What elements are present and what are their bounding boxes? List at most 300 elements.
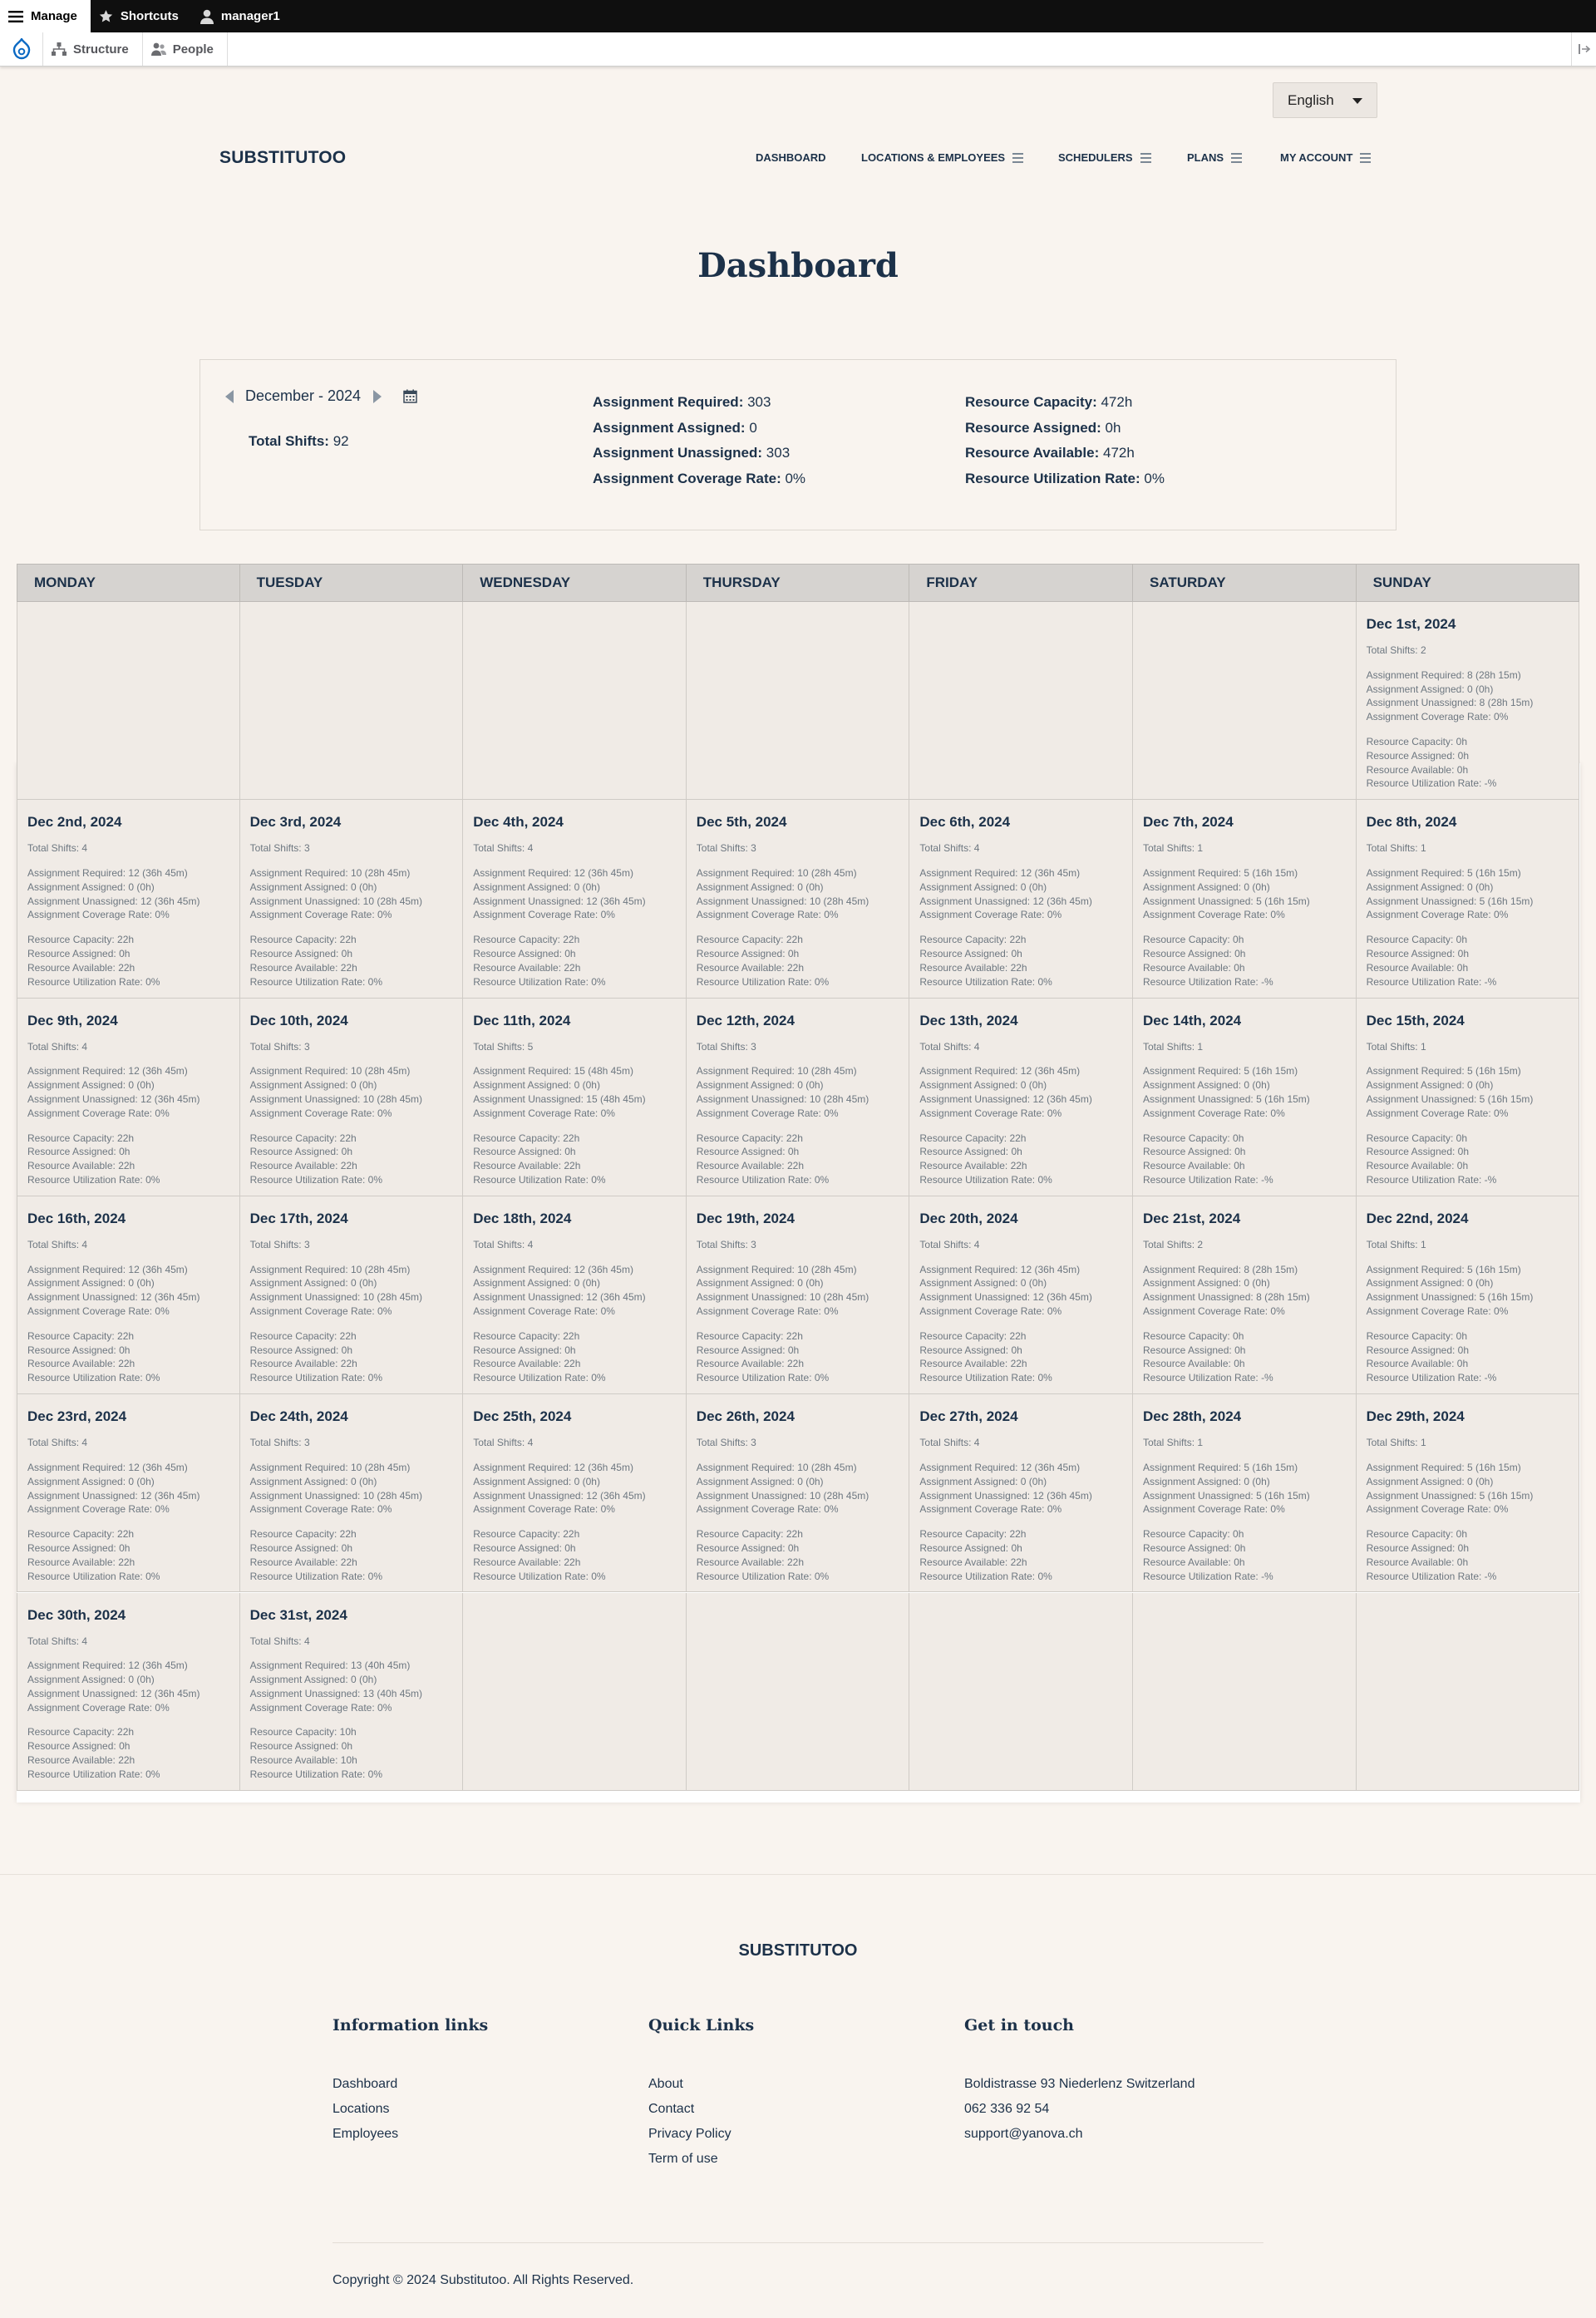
calendar-day-cell[interactable] — [909, 1196, 1133, 1394]
spacer — [27, 1121, 239, 1132]
people-label: People — [172, 42, 214, 57]
stat-value: 0 (0h) — [128, 1277, 155, 1290]
drupal-home-button[interactable] — [0, 32, 43, 66]
people-link[interactable] — [143, 32, 228, 66]
resource-capacity-line — [919, 933, 1132, 947]
total-shifts-line — [1143, 841, 1356, 856]
footer-address: Boldistrasse 93 Niederlenz Switzerland — [964, 2077, 1195, 2091]
stat-label: Resource Assigned: — [696, 1146, 788, 1158]
assignment-unassigned-line — [27, 895, 239, 909]
assignment-required-line — [1143, 1461, 1356, 1475]
stat-value: 10 (28h 45m) — [797, 1065, 857, 1078]
assignment-unassigned-line — [1367, 696, 1579, 710]
stat-value: 12 (36h 45m) — [140, 1687, 200, 1699]
calendar-day-cell[interactable] — [17, 1394, 240, 1592]
stat-label: Resource Available: — [696, 961, 787, 974]
calendar-day-cell[interactable] — [909, 999, 1133, 1196]
resource-available-line — [27, 1357, 239, 1371]
day-date: Dec 2nd, 2024 — [27, 814, 122, 831]
stat-label: Total Shifts: — [249, 1437, 304, 1449]
assignment-assigned-line — [1367, 1276, 1579, 1290]
assignment-unassigned-line — [1143, 1489, 1356, 1503]
calendar-day-cell[interactable] — [687, 999, 910, 1196]
stat-value: 0h — [341, 1344, 353, 1356]
stat-value: 5 (16h 15m) — [1244, 1461, 1298, 1473]
stat-value: 0h — [1456, 1329, 1467, 1342]
stat-value: 22h — [786, 1528, 803, 1541]
assignment-unassigned-line — [1367, 1489, 1579, 1503]
calendar-day-cell[interactable] — [240, 1394, 464, 1592]
stat-label: Assignment Unassigned: — [696, 1092, 810, 1105]
stat-label: Assignment Assigned: — [27, 880, 129, 893]
day-date: Dec 28th, 2024 — [1143, 1408, 1242, 1425]
total-shifts-line — [473, 1040, 686, 1054]
nav-locations-employees[interactable] — [861, 151, 1023, 164]
resource-assigned-line — [250, 1739, 463, 1753]
stat-label: Resource Utilization Rate: — [249, 1173, 368, 1186]
stat-label: Total Shifts: — [696, 1437, 751, 1449]
stat-label: Assignment Required: — [249, 1263, 351, 1275]
calendar-day-cell[interactable] — [17, 800, 240, 998]
calendar-day-cell[interactable] — [1357, 999, 1580, 1196]
stat-label: Resource Utilization Rate: — [1143, 1570, 1262, 1582]
assignment-unassigned-line — [1367, 895, 1579, 909]
assignment-unassigned-line — [697, 1092, 909, 1107]
structure-link[interactable] — [43, 32, 143, 66]
calendar-empty-cell — [240, 602, 464, 800]
resource-assigned-line — [27, 1739, 239, 1753]
assignment-required-line — [473, 866, 686, 880]
calendar-day-cell[interactable] — [463, 800, 687, 998]
assignment-required-line — [1143, 1263, 1356, 1277]
resource-assigned-line — [27, 1344, 239, 1358]
calendar-day-cell[interactable] — [240, 800, 464, 998]
stat-value: 10 (28h 45m) — [362, 1291, 423, 1304]
stat-label: Resource Utilization Rate: — [473, 975, 592, 988]
assignment-assigned-line — [1143, 1475, 1356, 1489]
stat-label: Assignment Assigned: — [1143, 1475, 1244, 1487]
stat-value: 0% — [155, 1305, 170, 1318]
next-month-icon[interactable] — [373, 390, 382, 403]
resource-utilization-line — [27, 1768, 239, 1782]
calendar-day-cell[interactable] — [17, 999, 240, 1196]
menu-icon — [1140, 153, 1151, 163]
stat-label: Resource Capacity: — [27, 934, 118, 946]
calendar-day-cell[interactable] — [1357, 800, 1580, 998]
calendar-day-cell[interactable] — [687, 800, 910, 998]
stat-line — [593, 441, 805, 466]
spacer — [250, 1319, 463, 1329]
stat-label: Assignment Unassigned: — [1143, 895, 1257, 907]
stat-label: Assignment Coverage Rate: — [1366, 1107, 1495, 1119]
calendar-day-cell[interactable] — [1133, 1394, 1357, 1592]
total-shifts-label: Total Shifts: — [249, 433, 329, 449]
assignment-required-line — [919, 866, 1132, 880]
calendar-day-cell[interactable] — [17, 1593, 240, 1791]
current-month: December - 2024 — [245, 387, 362, 404]
stat-label: Assignment Assigned: — [1366, 1277, 1467, 1290]
stat-label: Resource Available: — [27, 1358, 119, 1370]
assignment-assigned-line — [697, 880, 909, 895]
page-title: Dashboard — [697, 246, 899, 285]
stat-value: 22h — [786, 1329, 803, 1342]
spacer — [1367, 1319, 1579, 1329]
resource-utilization-line — [697, 1371, 909, 1385]
stat-label: Resource Available: — [1366, 763, 1457, 776]
stat-value: 5 (16h 15m) — [1479, 1092, 1534, 1105]
resource-utilization-line — [250, 1371, 463, 1385]
day-date: Dec 13th, 2024 — [919, 1012, 1018, 1028]
stat-label: Resource Available: — [27, 1754, 119, 1767]
calendar-day-cell[interactable] — [463, 999, 687, 1196]
stat-value: 0h — [1233, 934, 1244, 946]
calendar-day-cell[interactable] — [463, 1394, 687, 1592]
assignment-assigned-line — [1367, 683, 1579, 697]
calendar-icon[interactable] — [403, 389, 417, 403]
stat-label: Resource Utilization Rate: — [249, 975, 368, 988]
nav-dashboard[interactable] — [756, 151, 826, 164]
stat-value: 0h — [564, 1146, 576, 1158]
resource-capacity-line — [1367, 1132, 1579, 1146]
stat-value: 0h — [341, 1541, 353, 1554]
stat-value: 0 (0h) — [128, 1079, 155, 1092]
stat-label: Resource Available: — [249, 1160, 341, 1172]
calendar-empty-cell — [1357, 1593, 1580, 1791]
stat-label: Assignment Assigned: — [473, 880, 574, 893]
copyright: Copyright © 2024 Substitutoo. All Rights Reserved. — [332, 2273, 634, 2287]
resource-assigned-line — [1143, 1344, 1356, 1358]
stat-label: Resource Utilization Rate: — [249, 1768, 368, 1780]
resource-utilization-line — [27, 975, 239, 989]
footer-link-locations[interactable]: Locations — [332, 2102, 390, 2116]
prev-month-icon[interactable] — [225, 390, 234, 403]
resource-available-line — [473, 1159, 686, 1173]
stat-value: 22h — [786, 934, 803, 946]
stat-value: 0 (0h) — [1020, 1475, 1047, 1487]
stat-value: 22h — [340, 1556, 357, 1568]
stat-value: 0% — [145, 1768, 160, 1780]
spacer — [1367, 724, 1579, 735]
stat-label: Assignment Assigned: — [249, 1475, 351, 1487]
stat-value: 0h — [564, 1344, 576, 1356]
stat-value: 4 — [527, 842, 534, 855]
stat-label: Assignment Unassigned: — [696, 895, 810, 907]
day-date: Dec 29th, 2024 — [1366, 1408, 1465, 1425]
stat-label: Assignment Coverage Rate: — [919, 1305, 1047, 1318]
assignment-coverage-line — [1367, 710, 1579, 724]
stat-value: 5 (16h 15m) — [1467, 1263, 1521, 1275]
day-date: Dec 31st, 2024 — [249, 1606, 347, 1623]
stat-value: 0 (0h) — [797, 1079, 824, 1092]
stat-value: 0% — [600, 1107, 615, 1119]
calendar-day-cell[interactable] — [1133, 1196, 1357, 1394]
weekday-header: TUESDAY — [240, 564, 464, 602]
stat-value: 22h — [1010, 1358, 1027, 1370]
total-shifts-line — [27, 1040, 239, 1054]
stat-label: Assignment Assigned: — [27, 1674, 129, 1686]
assignment-coverage-line — [473, 908, 686, 922]
stat-value: 1 — [1420, 1040, 1426, 1053]
assignment-required-line — [697, 866, 909, 880]
assignment-assigned-line — [697, 1078, 909, 1092]
stat-value: 0% — [155, 909, 170, 921]
day-date: Dec 14th, 2024 — [1143, 1012, 1242, 1028]
stat-value: 0% — [785, 470, 806, 486]
structure-label: Structure — [73, 42, 129, 57]
stat-label: Resource Capacity: — [27, 1726, 118, 1738]
footer-quick-links — [648, 2016, 754, 2172]
resource-utilization-line — [919, 1173, 1132, 1187]
stat-value: 0h — [1456, 1556, 1469, 1568]
stat-label: Resource Available: — [1366, 1160, 1457, 1172]
stat-label: Assignment Assigned: — [593, 419, 746, 436]
stat-value: 0 (0h) — [1244, 1277, 1270, 1290]
stat-label: Resource Assigned: — [1143, 1344, 1235, 1356]
resource-assigned-line — [697, 1145, 909, 1159]
stat-label: Assignment Required: — [473, 1065, 574, 1078]
calendar-day-cell[interactable] — [1133, 999, 1357, 1196]
stat-label: Assignment Coverage Rate: — [27, 909, 155, 921]
stat-value: 0h — [341, 1740, 353, 1753]
assignment-required-line — [1367, 1064, 1579, 1078]
stat-label: Assignment Unassigned: — [473, 1092, 587, 1105]
footer-link-about[interactable]: About — [648, 2077, 683, 2091]
footer-link-employees[interactable]: Employees — [332, 2127, 399, 2141]
stat-label: Resource Assigned: — [696, 1541, 788, 1554]
resource-available-line — [27, 1159, 239, 1173]
stat-label: Resource Assigned: — [249, 1146, 342, 1158]
stat-label: Resource Capacity: — [1143, 1132, 1234, 1144]
assignment-assigned-line — [473, 1475, 686, 1489]
day-date: Dec 6th, 2024 — [919, 814, 1011, 831]
total-shifts-line — [250, 1238, 463, 1252]
assignment-assigned-line — [919, 1276, 1132, 1290]
stat-value: 0h — [1457, 1146, 1470, 1158]
calendar-day-cell[interactable] — [240, 1593, 464, 1791]
stat-label: Assignment Unassigned: — [696, 1489, 810, 1502]
stat-value: 0h — [1456, 763, 1469, 776]
stat-label: Assignment Required: — [1143, 867, 1244, 880]
day-date: Dec 17th, 2024 — [249, 1210, 348, 1226]
stat-value: 0% — [155, 1107, 170, 1119]
day-date: Dec 7th, 2024 — [1143, 814, 1234, 831]
resource-available-line — [27, 1556, 239, 1570]
stat-value: 3 — [751, 842, 756, 855]
footer-email[interactable]: support@yanova.ch — [964, 2127, 1083, 2141]
stat-label: Resource Capacity: — [473, 1329, 564, 1342]
calendar-day-cell[interactable] — [687, 1196, 910, 1394]
stat-value: 0% — [814, 1570, 830, 1582]
resource-available-line — [1143, 1556, 1356, 1570]
resource-available-line — [250, 1159, 463, 1173]
resource-available-line — [1367, 763, 1579, 777]
stat-value: 5 — [527, 1040, 534, 1053]
stat-label: Assignment Coverage Rate: — [919, 1107, 1047, 1119]
stat-label: Assignment Required: — [919, 1065, 1021, 1078]
stat-label: Assignment Coverage Rate: — [696, 1503, 825, 1516]
shortcuts-button[interactable] — [91, 0, 192, 32]
spacer — [697, 1121, 909, 1132]
stat-label: Resource Available: — [1366, 1358, 1457, 1370]
stat-value: 22h — [118, 961, 135, 974]
resource-utilization-line — [697, 975, 909, 989]
stat-value: 22h — [1010, 1556, 1027, 1568]
assignment-required-line — [697, 1263, 909, 1277]
stat-value: 0 (0h) — [574, 1079, 600, 1092]
calendar-day-cell[interactable] — [909, 1394, 1133, 1592]
resource-capacity-line — [27, 1527, 239, 1541]
stat-value: 10 (28h 45m) — [809, 1291, 869, 1304]
stat-label: Assignment Required: — [696, 1461, 798, 1473]
assignment-required-line — [1367, 866, 1579, 880]
stat-label: Assignment Required: — [473, 867, 574, 880]
stat-label: Resource Utilization Rate: — [27, 1570, 146, 1582]
assignment-required-line — [1143, 1064, 1356, 1078]
stat-value: 0h — [1456, 961, 1469, 974]
total-shifts-line — [1367, 1436, 1579, 1450]
calendar-day-cell[interactable] — [1357, 1394, 1580, 1592]
resource-capacity-line — [27, 1329, 239, 1344]
manage-menu-button[interactable] — [0, 0, 91, 32]
calendar-empty-cell — [1133, 1593, 1357, 1791]
footer-link-dashboard[interactable]: Dashboard — [332, 2077, 398, 2091]
stat-value: 0 (0h) — [351, 880, 377, 893]
resource-available-line — [697, 1159, 909, 1173]
resource-available-line — [1367, 1357, 1579, 1371]
calendar-day-cell[interactable] — [463, 1196, 687, 1394]
stat-label: Assignment Coverage Rate: — [249, 1305, 378, 1318]
stat-value: 1 — [1420, 1437, 1426, 1449]
stat-value: 22h — [786, 961, 805, 974]
stat-value: 10h — [340, 1754, 357, 1767]
stat-label: Assignment Unassigned: — [27, 1092, 141, 1105]
user-menu-button[interactable] — [192, 0, 293, 32]
stat-label: Resource Utilization Rate: — [249, 1372, 368, 1384]
admin-toolbar — [0, 0, 1596, 32]
assignment-coverage-line — [697, 908, 909, 922]
spacer — [27, 1319, 239, 1329]
stat-label: Assignment Required: — [27, 867, 129, 880]
stat-label: Resource Capacity: — [473, 934, 564, 946]
stat-value: 4 — [303, 1635, 310, 1647]
assignment-coverage-line — [27, 1502, 239, 1517]
total-shifts-line — [697, 1436, 909, 1450]
stat-value: 12 (36h 45m) — [1032, 1092, 1092, 1105]
assignment-required-line — [27, 866, 239, 880]
footer-link-terms[interactable]: Term of use — [648, 2152, 718, 2166]
toolbar-orientation-toggle[interactable] — [1571, 32, 1596, 66]
assignment-required-line — [919, 1064, 1132, 1078]
stat-value: 0 (0h) — [797, 1277, 824, 1290]
stat-label: Assignment Assigned: — [27, 1475, 129, 1487]
stat-value: 0 (0h) — [351, 1674, 377, 1686]
stat-label: Assignment Coverage Rate: — [919, 909, 1047, 921]
footer-link-privacy-policy[interactable]: Privacy Policy — [648, 2127, 732, 2141]
calendar-day-cell[interactable] — [240, 1196, 464, 1394]
day-date: Dec 25th, 2024 — [473, 1408, 572, 1425]
total-shifts-line — [697, 1040, 909, 1054]
stat-value: 0% — [1047, 909, 1062, 921]
nav-plans[interactable] — [1187, 151, 1242, 164]
calendar-day-cell[interactable] — [1133, 800, 1357, 998]
stat-label: Resource Assigned: — [919, 1541, 1012, 1554]
stat-label: Assignment Coverage Rate: — [473, 1305, 601, 1318]
nav-schedulers[interactable] — [1058, 151, 1151, 164]
footer-link-contact[interactable]: Contact — [648, 2102, 695, 2116]
stat-value: 0% — [591, 1173, 606, 1186]
menu-icon — [1012, 153, 1023, 163]
stat-value: 12 (36h 45m) — [1020, 1263, 1081, 1275]
resource-available-line — [1367, 1159, 1579, 1173]
stat-label: Assignment Unassigned: — [27, 1489, 141, 1502]
stat-value: 0% — [824, 1503, 839, 1516]
calendar-day-cell[interactable] — [1357, 1196, 1580, 1394]
stat-label: Resource Available: — [919, 1160, 1011, 1172]
day-date: Dec 16th, 2024 — [27, 1210, 126, 1226]
calendar-day-cell[interactable] — [1357, 602, 1580, 800]
stat-value: 10 (28h 45m) — [362, 895, 423, 907]
calendar-empty-cell — [463, 1593, 687, 1791]
language-select[interactable] — [1273, 82, 1377, 118]
nav-label: LOCATIONS & EMPLOYEES — [861, 151, 1006, 164]
assignment-assigned-line — [697, 1276, 909, 1290]
stat-value: 5 (16h 15m) — [1467, 1065, 1521, 1078]
weekday-header: SUNDAY — [1357, 564, 1580, 602]
stat-value: 12 (36h 45m) — [1032, 895, 1092, 907]
stat-value: 12 (36h 45m) — [586, 895, 646, 907]
calendar-day-cell[interactable] — [240, 999, 464, 1196]
stat-value: 22h — [339, 934, 357, 946]
assignment-assigned-line — [27, 1078, 239, 1092]
stat-label: Assignment Required: — [473, 1263, 574, 1275]
user-icon — [200, 9, 214, 24]
spacer — [919, 922, 1132, 933]
stat-label: Assignment Unassigned: — [249, 1291, 363, 1304]
total-shifts-line — [250, 1436, 463, 1450]
stat-value: 0h — [1457, 1344, 1470, 1356]
stat-label: Total Shifts: — [249, 842, 304, 855]
stat-label: Total Shifts: — [1143, 842, 1198, 855]
resource-available-line — [27, 961, 239, 975]
spacer — [1143, 922, 1356, 933]
calendar-day-cell[interactable] — [687, 1394, 910, 1592]
spacer — [473, 922, 686, 933]
stat-value: 0% — [814, 975, 830, 988]
stat-label: Resource Available: — [1143, 1556, 1234, 1568]
stat-label: Total Shifts: — [473, 842, 528, 855]
stat-value: 0h — [1456, 1358, 1469, 1370]
stat-label: Assignment Required: — [249, 1660, 351, 1672]
calendar-empty-cell — [1133, 602, 1357, 800]
stat-label: Assignment Required: — [919, 1461, 1021, 1473]
stat-label: Resource Available: — [919, 961, 1011, 974]
resource-utilization-line — [473, 1173, 686, 1187]
stat-value: 10 (28h 45m) — [362, 1489, 423, 1502]
stat-label: Resource Assigned: — [919, 1344, 1012, 1356]
site-brand[interactable]: SUBSTITUTOO — [219, 148, 347, 167]
stat-value: 472h — [1103, 445, 1135, 461]
stat-label: Assignment Unassigned: — [27, 895, 141, 907]
stat-value: 0% — [591, 1372, 606, 1384]
resource-available-line — [919, 961, 1132, 975]
stat-label: Total Shifts: — [27, 1238, 82, 1250]
calendar-day-cell[interactable] — [909, 800, 1133, 998]
stat-value: 0% — [1494, 1107, 1509, 1119]
nav-my-account[interactable] — [1280, 151, 1371, 164]
calendar-day-cell[interactable] — [17, 1196, 240, 1394]
stat-label: Assignment Unassigned: — [27, 1291, 141, 1304]
star-icon — [99, 9, 113, 23]
